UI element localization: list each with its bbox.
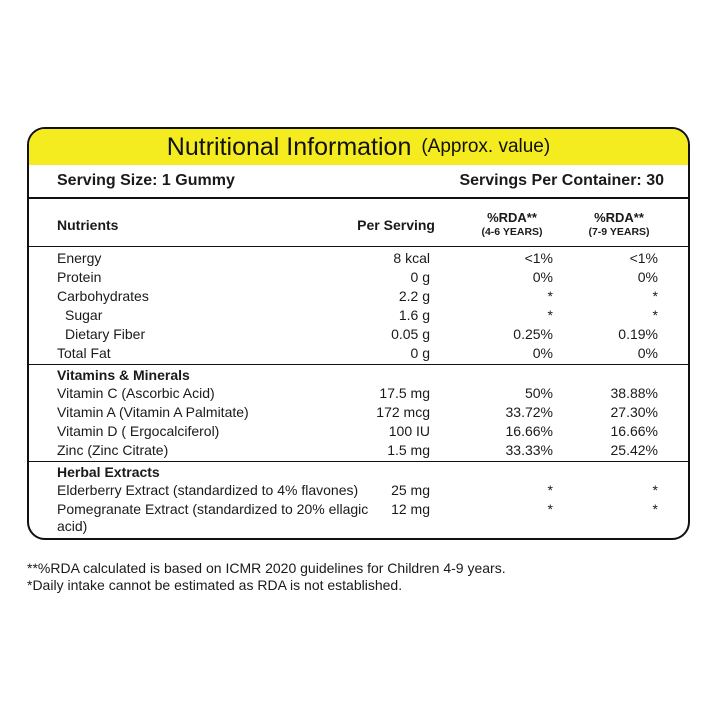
header-rda-4-6 xyxy=(467,211,557,239)
section-heading xyxy=(29,366,688,385)
footnote-rda: **%RDA calculated is based on ICMR 2020 guidelines for Children 4-9 years. xyxy=(27,560,506,576)
per-serving-value: 100 IU xyxy=(388,423,430,439)
rda-7-9-value: 0% xyxy=(637,269,658,285)
header-rda-7-9-label: %RDA** xyxy=(594,210,644,225)
nutrient-name: Elderberry Extract (standardized to 4% flavones) xyxy=(57,482,359,498)
rda-4-6-value: 0% xyxy=(532,345,553,361)
panel-subtitle: (Approx. value) xyxy=(421,136,551,157)
table-row xyxy=(29,287,688,306)
table-row xyxy=(29,441,688,460)
table-row xyxy=(29,344,688,363)
per-serving-value: 8 kcal xyxy=(393,250,430,266)
vitamins-heading: Vitamins & Minerals xyxy=(57,367,190,383)
table-header xyxy=(29,201,688,247)
table-row xyxy=(29,268,688,287)
per-serving-value: 0.05 g xyxy=(391,326,430,342)
per-serving-value: 1.6 g xyxy=(398,307,430,323)
rda-7-9-value: <1% xyxy=(629,250,658,266)
nutrient-name-continued: acid) xyxy=(57,518,88,534)
table-row xyxy=(29,384,688,403)
nutrient-name: Energy xyxy=(57,250,102,266)
per-serving-value: 25 mg xyxy=(391,482,430,498)
section-heading xyxy=(29,463,688,482)
section-divider xyxy=(29,461,688,462)
nutrient-name: Dietary Fiber xyxy=(65,326,146,342)
footnotes xyxy=(27,560,506,594)
rda-4-6-value: 0.25% xyxy=(513,326,553,342)
rda-7-9-value: * xyxy=(652,288,658,304)
per-serving-value: 0 g xyxy=(410,269,430,285)
table-row xyxy=(29,481,688,500)
nutrition-panel xyxy=(27,127,690,540)
nutrient-name: Pomegranate Extract (standardized to 20% ellagic xyxy=(57,501,369,517)
rda-4-6-value: 33.72% xyxy=(505,404,553,420)
table-row xyxy=(29,403,688,422)
per-serving-value: 1.5 mg xyxy=(387,442,430,458)
header-rda-7-9 xyxy=(574,211,664,239)
nutrient-name: Sugar xyxy=(65,307,103,323)
header-rda-7-9-age: (7-9 YEARS) xyxy=(588,226,650,238)
per-serving-value: 0 g xyxy=(410,345,430,361)
servings-per-container: Servings Per Container: 30 xyxy=(459,172,664,189)
per-serving-value: 17.5 mg xyxy=(379,385,430,401)
rda-7-9-value: 38.88% xyxy=(610,385,658,401)
section-divider xyxy=(29,364,688,365)
rda-4-6-value: <1% xyxy=(524,250,553,266)
rda-7-9-value: 0.19% xyxy=(618,326,658,342)
header-rda-4-6-age: (4-6 YEARS) xyxy=(481,226,543,238)
nutrient-name: Vitamin D ( Ergocalciferol) xyxy=(57,423,220,439)
rda-7-9-value: 27.30% xyxy=(610,404,658,420)
table-row-continued xyxy=(29,517,688,536)
serving-info xyxy=(29,165,688,199)
nutrient-name: Carbohydrates xyxy=(57,288,149,304)
per-serving-value: 12 mg xyxy=(391,501,430,517)
rda-4-6-value: * xyxy=(547,307,553,323)
herbal-heading: Herbal Extracts xyxy=(57,464,160,480)
rda-4-6-value: 50% xyxy=(524,385,553,401)
nutrient-name: Vitamin A (Vitamin A Palmitate) xyxy=(57,404,249,420)
table-row xyxy=(29,306,688,325)
rda-7-9-value: 16.66% xyxy=(610,423,658,439)
rda-7-9-value: * xyxy=(652,501,658,517)
nutrient-name: Zinc (Zinc Citrate) xyxy=(57,442,169,458)
header-rda-4-6-label: %RDA** xyxy=(487,210,537,225)
panel-title: Nutritional Information xyxy=(166,132,412,161)
per-serving-value: 2.2 g xyxy=(398,288,430,304)
nutrient-name: Protein xyxy=(57,269,102,285)
table-row xyxy=(29,249,688,268)
rda-4-6-value: 33.33% xyxy=(505,442,553,458)
rda-7-9-value: 25.42% xyxy=(610,442,658,458)
header-nutrients: Nutrients xyxy=(57,217,119,233)
rda-4-6-value: * xyxy=(547,288,553,304)
rda-4-6-value: * xyxy=(547,482,553,498)
footnote-daily-intake: *Daily intake cannot be estimated as RDA is not established. xyxy=(27,577,403,593)
header-per-serving: Per Serving xyxy=(357,217,435,233)
serving-size: Serving Size: 1 Gummy xyxy=(57,172,235,189)
per-serving-value: 172 mcg xyxy=(376,404,430,420)
rda-4-6-value: * xyxy=(547,501,553,517)
rda-4-6-value: 16.66% xyxy=(505,423,553,439)
title-bar xyxy=(29,129,688,165)
table-row xyxy=(29,422,688,441)
table-row xyxy=(29,325,688,344)
rda-7-9-value: * xyxy=(652,307,658,323)
nutrient-name: Vitamin C (Ascorbic Acid) xyxy=(57,385,215,401)
nutrient-name: Total Fat xyxy=(57,345,111,361)
rda-7-9-value: * xyxy=(652,482,658,498)
rda-7-9-value: 0% xyxy=(637,345,658,361)
rda-4-6-value: 0% xyxy=(532,269,553,285)
